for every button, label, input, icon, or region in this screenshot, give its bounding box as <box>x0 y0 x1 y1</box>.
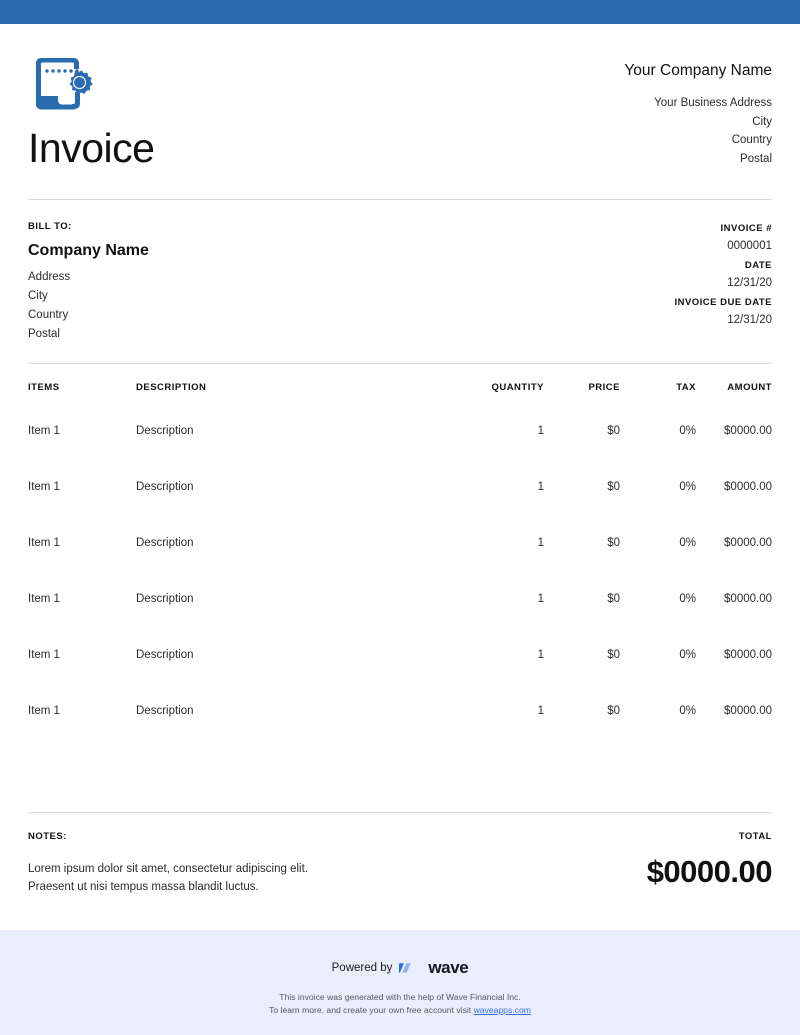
notes-line: Praesent ut nisi tempus massa blandit luctus. <box>28 881 259 893</box>
footer-fineprint <box>20 991 780 1016</box>
fineprint-prefix: To learn more, and create your own free account visit <box>269 1004 474 1015</box>
cell-tax: 0% <box>679 705 696 717</box>
billing-meta-section <box>28 200 772 344</box>
cell-price: $0 <box>607 425 620 437</box>
cell-quantity: 1 <box>537 537 544 549</box>
cell-price: $0 <box>607 537 620 549</box>
cell-quantity: 1 <box>537 705 544 717</box>
brand-column <box>28 50 154 169</box>
cell-tax: 0% <box>679 425 696 437</box>
cell-quantity: 1 <box>537 649 544 661</box>
bill-to-address-line: Country <box>28 309 69 321</box>
table-header-row <box>28 382 772 403</box>
column-header-description: DESCRIPTION <box>136 382 207 393</box>
items-table-head <box>28 382 772 403</box>
cell-price: $0 <box>607 705 620 717</box>
column-header-tax: TAX <box>676 382 696 393</box>
cell-description: Description <box>136 425 194 437</box>
cell-quantity: 1 <box>537 481 544 493</box>
powered-by-text: Powered by <box>331 962 393 974</box>
bill-to-label: BILL TO: <box>28 221 72 232</box>
cell-quantity: 1 <box>537 425 544 437</box>
company-address-line: Your Business Address <box>654 97 772 109</box>
invoice-due-date-value: 12/31/20 <box>727 314 772 326</box>
fineprint-line-2 <box>20 1004 780 1017</box>
table-bottom-spacer <box>28 739 772 812</box>
cell-amount: $0000.00 <box>724 425 772 437</box>
bill-to-address-line: City <box>28 290 48 302</box>
notes-body <box>28 860 460 896</box>
invoice-date-value: 12/31/20 <box>727 277 772 289</box>
cell-amount: $0000.00 <box>724 649 772 661</box>
invoice-header <box>28 24 772 169</box>
notes-block <box>28 831 460 896</box>
table-divider <box>28 363 772 364</box>
invoice-body <box>0 24 800 930</box>
fineprint-line-1: This invoice was generated with the help of Wave Financial Inc. <box>279 992 521 1002</box>
wave-logo-icon <box>399 960 421 976</box>
cell-item: Item 1 <box>28 649 60 661</box>
cell-description: Description <box>136 481 194 493</box>
notes-label: NOTES: <box>28 831 67 842</box>
company-address-line: Country <box>731 134 772 146</box>
cell-amount: $0000.00 <box>724 537 772 549</box>
cell-amount: $0000.00 <box>724 481 772 493</box>
company-address-line: City <box>752 115 772 128</box>
invoice-due-date-label: INVOICE DUE DATE <box>674 297 772 308</box>
table-row <box>28 571 772 627</box>
cell-description: Description <box>136 705 194 717</box>
bill-to-name: Company Name <box>28 242 149 259</box>
invoice-number-value: 0000001 <box>727 240 772 252</box>
cell-item: Item 1 <box>28 425 60 437</box>
total-amount: $0000.00 <box>646 854 772 889</box>
page-title: Invoice <box>28 125 155 171</box>
cell-tax: 0% <box>679 537 696 549</box>
cell-description: Description <box>136 649 194 661</box>
invoice-number-label: INVOICE # <box>720 223 772 234</box>
notes-totals-section <box>28 813 772 930</box>
table-row <box>28 459 772 515</box>
cell-amount: $0000.00 <box>724 593 772 605</box>
total-label: TOTAL <box>738 831 772 842</box>
invoice-footer <box>0 930 800 1035</box>
items-table <box>28 382 772 739</box>
table-row <box>28 683 772 739</box>
invoice-date-label: DATE <box>744 260 772 271</box>
cell-description: Description <box>136 537 194 549</box>
table-row <box>28 627 772 683</box>
invoice-meta-block <box>572 221 772 344</box>
cell-item: Item 1 <box>28 593 60 605</box>
company-name: Your Company Name <box>624 62 772 79</box>
cell-price: $0 <box>607 649 620 661</box>
company-address-line: Postal <box>740 152 772 165</box>
bill-to-block <box>28 221 437 344</box>
total-block <box>647 831 772 890</box>
items-table-body <box>28 403 772 739</box>
powered-by-row <box>20 958 780 978</box>
column-header-items: ITEMS <box>28 382 60 393</box>
column-header-amount: AMOUNT <box>727 382 772 393</box>
cell-item: Item 1 <box>28 481 60 493</box>
company-info <box>624 50 772 168</box>
bill-to-address-line: Postal <box>28 328 60 340</box>
cell-price: $0 <box>607 593 620 605</box>
column-header-price: PRICE <box>588 382 620 393</box>
cell-tax: 0% <box>679 593 696 605</box>
cell-description: Description <box>136 593 194 605</box>
waveapps-link[interactable]: waveapps.com <box>473 1004 531 1015</box>
notes-line: Lorem ipsum dolor sit amet, consectetur adipiscing elit. <box>28 863 308 875</box>
bill-to-address-line: Address <box>28 271 71 283</box>
invoice-document-gear-icon <box>28 52 154 114</box>
cell-price: $0 <box>607 481 620 493</box>
cell-tax: 0% <box>679 649 696 661</box>
top-accent-bar <box>0 0 800 24</box>
cell-tax: 0% <box>679 481 696 493</box>
wave-brand-name: wave <box>428 958 469 977</box>
table-row <box>28 403 772 459</box>
cell-quantity: 1 <box>537 593 544 605</box>
table-row <box>28 515 772 571</box>
cell-item: Item 1 <box>28 705 60 717</box>
cell-item: Item 1 <box>28 537 60 549</box>
cell-amount: $0000.00 <box>724 705 772 717</box>
column-header-quantity: QUANTITY <box>491 382 544 393</box>
